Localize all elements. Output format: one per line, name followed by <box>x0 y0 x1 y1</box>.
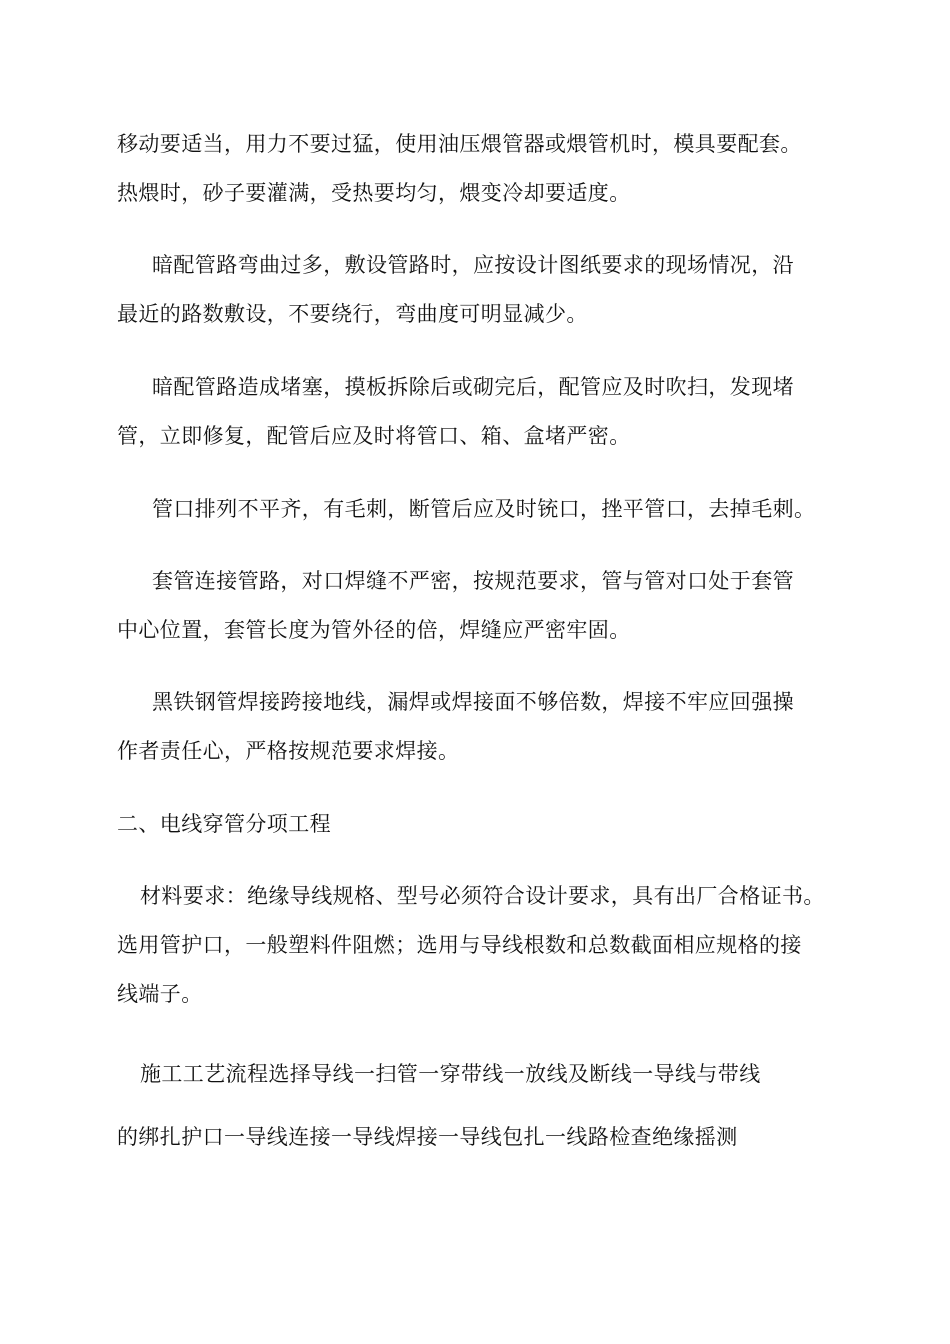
section-heading: 二、电线穿管分项工程 <box>117 812 331 836</box>
paragraph-line: 暗配管路造成堵塞，摸板拆除后或砌完后，配管应及时吹扫，发现堵 <box>152 375 794 399</box>
paragraph-line: 套管连接管路，对口焊缝不严密，按规范要求，管与管对口处于套管 <box>152 569 794 593</box>
paragraph-line: 的绑扎护口一导线连接一导线焊接一导线包扎一线路检查绝缘摇测 <box>117 1125 738 1149</box>
paragraph-line: 作者责任心，严格按规范要求焊接。 <box>117 739 460 763</box>
paragraph-line: 中心位置，套管长度为管外径的倍，焊缝应严密牢固。 <box>117 618 631 642</box>
paragraph-line: 管，立即修复，配管后应及时将管口、箱、盒堵严密。 <box>117 424 631 448</box>
paragraph-line: 暗配管路弯曲过多，敷设管路时，应按设计图纸要求的现场情况，沿 <box>152 253 794 277</box>
paragraph-line: 线端子。 <box>117 982 203 1006</box>
paragraph-line: 管口排列不平齐，有毛刺，断管后应及时铳口，挫平管口，去掉毛刺。 <box>152 497 816 521</box>
paragraph-line: 施工工艺流程选择导线一扫管一穿带线一放线及断线一导线与带线 <box>140 1062 761 1086</box>
paragraph-line: 最近的路数敷设，不要绕行，弯曲度可明显减少。 <box>117 302 588 326</box>
paragraph-line: 热煨时，砂子要灌满，受热要均匀，煨变冷却要适度。 <box>117 181 631 205</box>
paragraph-line: 材料要求：绝缘导线规格、型号必须符合设计要求，具有出厂合格证书。 <box>140 884 825 908</box>
paragraph-line: 移动要适当，用力不要过猛，使用油压煨管器或煨管机时，模具要配套。 <box>117 132 802 156</box>
paragraph-line: 选用管护口，一般塑料件阻燃；选用与导线根数和总数截面相应规格的接 <box>117 933 802 957</box>
paragraph-line: 黑铁钢管焊接跨接地线，漏焊或焊接面不够倍数，焊接不牢应回强操 <box>152 690 794 714</box>
